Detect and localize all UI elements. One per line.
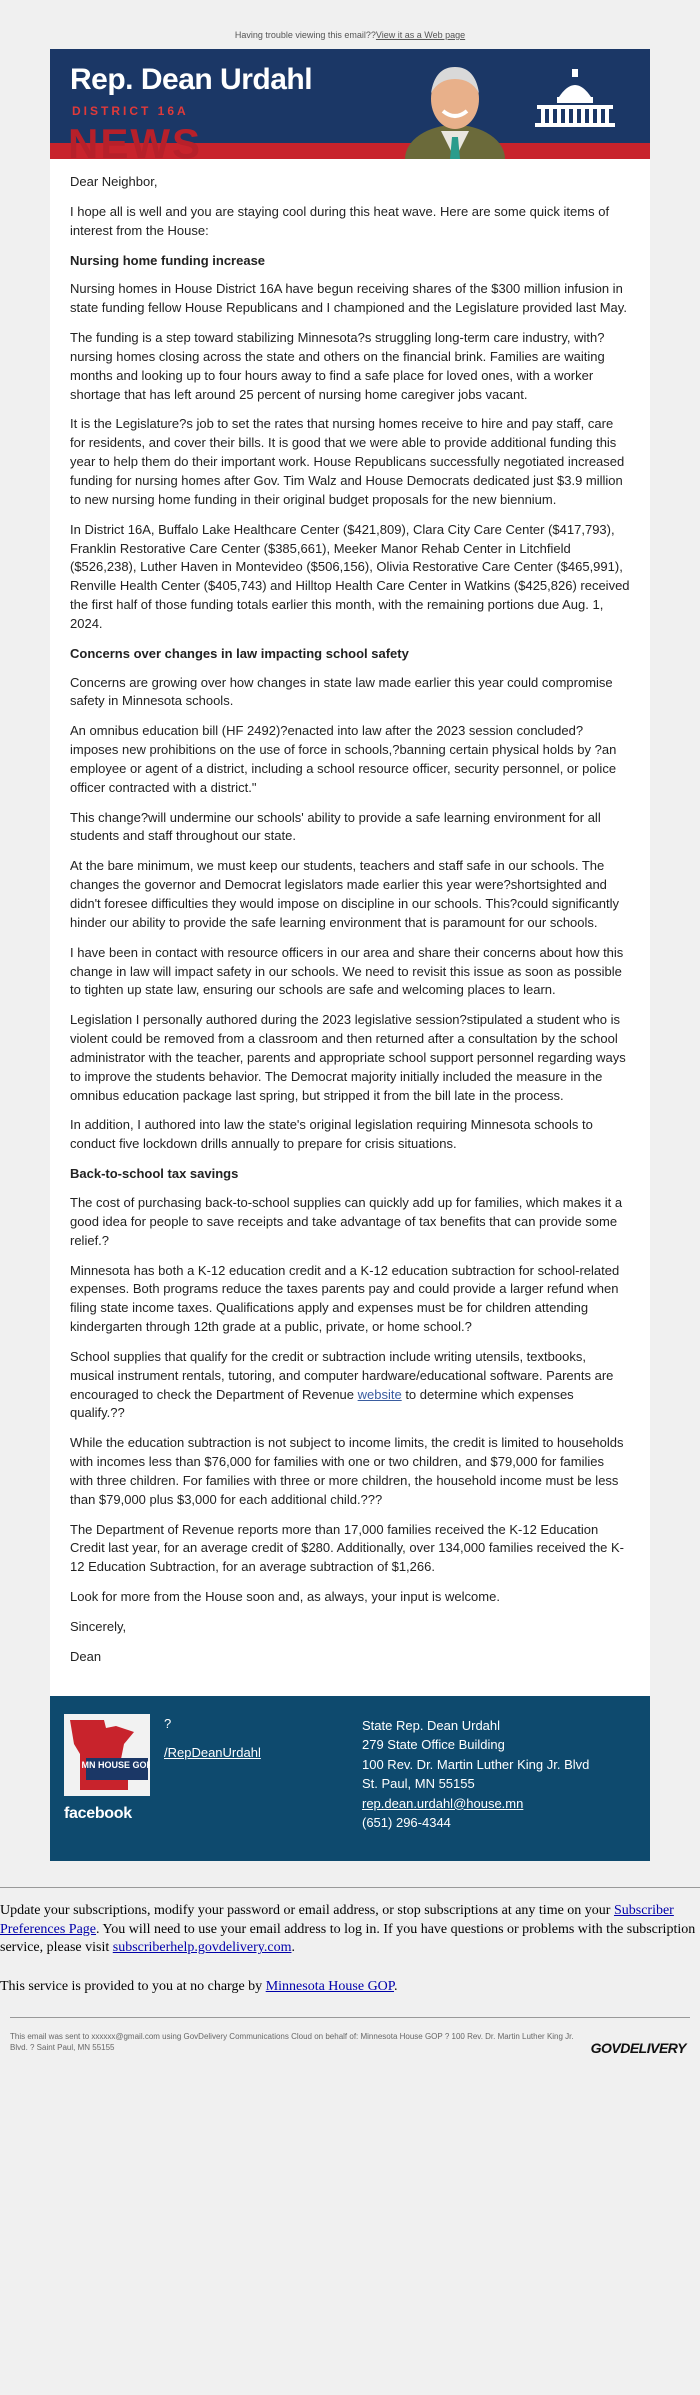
paragraph: The funding is a step toward stabilizing Minnesota?s struggling long-term care industry, with?nursing homes closing across the state and others on the financial brink. Families are waiting months and looking up to four hours away to find a safe place for loved ones, with a worker shortage that has left around 25 percent of nursing home caregiver jobs vacant. — [70, 330, 605, 402]
representative-portrait — [405, 53, 505, 159]
paragraph: Minnesota has both a K-12 education credit and a K-12 education subtraction for school-related expenses. Both programs reduce the taxes parents pay and could provide a larger refund when filing state income taxes. Qualifications apply and expenses must be for children attending kindergarten through 12th grade at a public, private, or home school.? — [70, 1262, 620, 1335]
paragraph: Nursing homes in House District 16A have begun receiving shares of the $300 million infusion in state funding fellow House Republicans and I championed and the Legislature provided last May. — [70, 281, 627, 316]
banner-title: Rep. Dean Urdahl — [70, 63, 313, 96]
mn-house-gop-logo — [64, 1714, 150, 1796]
banner-news-word: NEWS — [68, 120, 202, 159]
newsletter-banner — [50, 49, 650, 159]
paragraph: The Department of Revenue reports more than 17,000 families received the K-12 Education Credit last year, for an average credit of $280. Additionally, over 134,000 families received the K-12 Education Subtraction, for an average subtraction of $1,266. — [70, 1521, 625, 1575]
paragraph: An omnibus education bill (HF 2492)?enacted into law after the 2023 session concluded?imposes new prohibitions on the use of force in schools,?banning certain physical holds by ?an employee or agent of a district, including a school resource officer, security personnel, or police officer contracted with a district." — [70, 723, 617, 795]
paragraph: Concerns are growing over how changes in state law made earlier this year could compromise safety in Minnesota schools. — [70, 674, 613, 709]
email-body — [50, 49, 650, 1861]
text: to determine which expenses qualify.?? — [70, 1386, 574, 1421]
text: School supplies that qualify for the credit or subtraction include writing utensils, textbooks, musical instrument rentals, tutoring, and computer hardware/educational software. Parents are encouraged to check the Department of Revenue — [70, 1348, 614, 1402]
logo-text: MN HOUSE GOP — [81, 1759, 150, 1770]
text: . — [394, 1979, 398, 1995]
web-view-notice — [0, 0, 700, 49]
intro-paragraph: I hope all is well and you are staying cool during this heat wave. Here are some quick items of interest from the House: — [70, 203, 610, 238]
social-placeholder: ? — [164, 1715, 172, 1731]
sent-notice: This email was sent to xxxxxx@gmail.com using GovDelivery Communications Cloud on behalf of: Minnesota House GOP ? 100 Rev. Dr. Martin Luther King Jr. Blvd. ? Saint Paul, MN 55155 — [10, 2032, 574, 2053]
letter-content — [50, 159, 650, 1696]
capitol-building-icon — [535, 69, 615, 129]
text: . — [291, 1940, 295, 1956]
contact-footer — [50, 1696, 650, 1861]
revenue-website-link[interactable]: website — [357, 1386, 402, 1402]
text: This service is provided to you at no charge by — [0, 1979, 266, 1995]
office-address — [362, 1714, 589, 1839]
banner-district: DISTRICT 16A — [72, 104, 189, 118]
section-heading-school-safety: Concerns over changes in law impacting school safety — [70, 645, 409, 661]
bottom-footer — [10, 2017, 690, 2077]
subscription-info — [0, 1887, 700, 1998]
subscriber-help-link[interactable]: subscriberhelp.govdelivery.com — [112, 1940, 292, 1956]
address-line: St. Paul, MN 55155 — [362, 1776, 475, 1792]
signature: Dean — [70, 1648, 102, 1664]
paragraph: Legislation I personally authored during the 2023 legislative session?stipulated a student who is violent could be removed from a classroom and then returned after a consultation by the school administrator with the teacher, parents and appropriate school support personnel regarding ways to improve the students behavior. The Democrat majority initially included the measure in the omnibus education package last spring, but stripped it from the bill late in the process. — [70, 1012, 626, 1103]
logo-column — [64, 1714, 164, 1839]
govdelivery-logo: GOVDELIVERY — [590, 2040, 686, 2057]
text: . You will need to use your email address to log in. If you have questions or problems with the subscription service, please visit — [0, 1921, 696, 1956]
paragraph: In District 16A, Buffalo Lake Healthcare Center ($421,809), Clara City Care Center ($417,793), Franklin Restorative Care Center ($385,661), Meeker Manor Rehab Center in Litchfield ($526,238), Luther Haven in Montevideo ($506,156), Olivia Restorative Care Center ($465,991), Renville Health Center ($405,743) and Hilltop Health Care Center in Watkins ($425,826) received the first half of those funding totals earlier this month, with the remaining portions due Aug. 1, 2024. — [70, 521, 630, 631]
paragraph: While the education subtraction is not subject to income limits, the credit is limited to households with incomes less than $76,000 for families with one or two children, and $79,000 for families with three children. For families with three or more children, the household income must be less than $79,000 plus $3,000 for each additional child.??? — [70, 1435, 624, 1507]
paragraph: It is the Legislature?s job to set the rates that nursing homes receive to hire and pay staff, care for residents, and cover their bills. It is good that we were able to provide additional funding this year to help them do their important work. House Republicans successfully negotiated increased funding for nursing homes after Gov. Tim Walz and House Democrats dedicated just $3.9 million to new nursing home funding in their original budget proposals for the new biennium. — [70, 416, 625, 507]
text: Update your subscriptions, modify your password or email address, or stop subscriptions at any time on your — [0, 1902, 614, 1918]
signoff: Sincerely, — [70, 1619, 127, 1634]
greeting: Dear Neighbor, — [70, 174, 158, 189]
paragraph: The cost of purchasing back-to-school supplies can quickly add up for families, which makes it a good idea for people to save receipts and take advantage of tax benefits that can provide some relief.? — [70, 1194, 623, 1248]
paragraph: I have been in contact with resource officers in our area and share their concerns about how this change in law will impact safety in our schools. We need to revisit this issue as soon as possible to tighten up state law, ensuring our schools are safe and welcoming places to learn. — [70, 944, 624, 998]
paragraph-with-link — [70, 1348, 630, 1423]
social-links — [164, 1714, 261, 1839]
subscriber-preferences-link[interactable]: Subscriber Preferences Page — [0, 1902, 674, 1937]
address-line: 100 Rev. Dr. Martin Luther King Jr. Blvd — [362, 1756, 590, 1772]
paragraph: At the bare minimum, we must keep our students, teachers and staff safe in our schools. The changes the governor and Democrat legislators made earlier this year were?shortsighted and didn't foresee difficulties they would impose on discipline in our schools. This?could significantly hinder our ability to provide the safe learning environment that is paramount for our schools. — [70, 858, 620, 930]
phone-number: (651) 296-4344 — [362, 1815, 451, 1831]
subscription-paragraph — [0, 1902, 700, 1959]
facebook-label: facebook — [64, 1804, 132, 1822]
address-line: State Rep. Dean Urdahl — [362, 1717, 501, 1733]
section-heading-nursing: Nursing home funding increase — [70, 252, 266, 268]
section-heading-tax-savings: Back-to-school tax savings — [70, 1166, 239, 1182]
web-view-link[interactable]: View it as a Web page — [375, 30, 466, 40]
service-provider-paragraph — [0, 1978, 700, 1997]
footer-social — [64, 1714, 362, 1839]
facebook-link[interactable]: /RepDeanUrdahl — [164, 1744, 261, 1760]
email-link[interactable]: rep.dean.urdahl@house.mn — [362, 1795, 524, 1811]
web-view-text: Having trouble viewing this email?? — [234, 30, 376, 40]
house-gop-link[interactable]: Minnesota House GOP — [265, 1979, 395, 1995]
paragraph: This change?will undermine our schools' ability to provide a safe learning environment for all students and staff throughout our state. — [70, 809, 601, 844]
paragraph: In addition, I authored into law the state's original legislation requiring Minnesota schools to conduct five lockdown drills annually to prepare for crisis situations. — [70, 1117, 593, 1152]
address-line: 279 State Office Building — [362, 1737, 505, 1753]
closing-paragraph: Look for more from the House soon and, as always, your input is welcome. — [70, 1589, 500, 1605]
